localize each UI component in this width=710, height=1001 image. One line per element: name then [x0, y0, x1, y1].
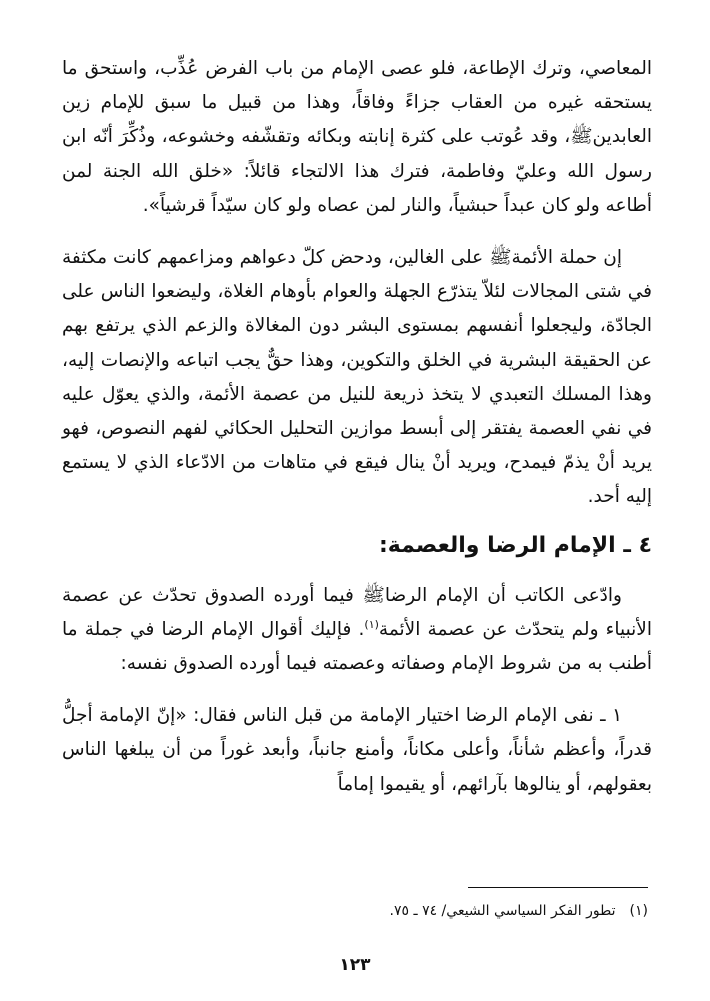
- paragraph-gap: [62, 681, 652, 699]
- footnote-separator: [468, 887, 648, 888]
- footnote: [58, 900, 648, 922]
- footnote-text: تطور الفكر السياسي الشيعي/ ٧٤ ـ ٧٥.: [389, 903, 616, 919]
- paragraph-2: إن حملة الأئمةﷺ على الغالين، ودحض كلّ دعواهم ومزاعمهم كانت مكثفة في شتى المجالات لئلاّ يتذرّع الجهلة والعوام بأوهام الغلاة، وليضعوا الناس على الجادّة، وليجعلوا أنفسهم بمستوى البشر دون المغالاة والزعم الذي يرتفع بهم عن الحقيقة البشرية في الخلق والتكوين، وهذا حقٌّ يجب اتباعه والإنصات إليه، وهذا المسلك التعبدي لا يتخذ ذريعة للنيل من عصمة الأئمة، والذي يعوّل عليه في نفي العصمة يفتقر إلى أبسط موازين التحليل الحكائي لفهم النصوص، فهو يريد أنْ يذمّ فيمدح، ويريد أنْ ينال فيقع في متاهات من الادّعاء الذي لا يستمع إليه أحد.: [62, 247, 652, 508]
- footnote-number: (١): [629, 903, 648, 919]
- paragraph-gap: [62, 223, 652, 241]
- page-body: [62, 52, 652, 802]
- paragraph-3-text-end: . فإليك أقوال الإمام الرضا في جملة ما أطنب به من شروط الإمام وصفاته وعصمته فيما أورده الصدوق نفسه:: [62, 618, 652, 675]
- paragraph-3-text-start: وادّعى الكاتب أن الإمام الرضاﷺ فيما أورده الصدوق تحدّث عن عصمة الأنبياء ولم يتحدّث عن عصمة الأئمة: [62, 584, 652, 640]
- page-number: ١٢٣: [339, 955, 371, 975]
- section-heading: ٤ ـ الإمام الرضا والعصمة:: [379, 532, 652, 558]
- paragraph-1: المعاصي، وترك الإطاعة، فلو عصى الإمام من باب الفرض عُذِّب، واستحق ما يستحقه غيره من العقاب جزاءً وفاقاً، وهذا من قبيل ما سبق للإمام زين العابدينﷺ، وقد عُوتب على كثرة إنابته وبكائه وتقشّفه وخشوعه، وذُكِّرَ أنّه ابن رسول الله وعليّ وفاطمة، فترك هذا الالتجاء قائلاً: «خلق الله الجنة لمن أطاعه ولو كان عبداً حبشياً، والنار لمن عصاه ولو كان سيّداً قرشياً».: [62, 58, 652, 216]
- paragraph-3: [62, 579, 652, 682]
- footnote-reference[interactable]: (١): [364, 617, 379, 631]
- paragraph-4: ١ ـ نفى الإمام الرضا اختيار الإمامة من قبل الناس فقال: «إنّ الإمامة أجلُّ قدراً، وأعظم شأناً، وأعلى مكاناً، وأمنع جانباً، وأبعد غوراً من أن يبلغها الناس بعقولهم، أو ينالوها بآرائهم، أو يقيموا إماماً: [62, 705, 652, 795]
